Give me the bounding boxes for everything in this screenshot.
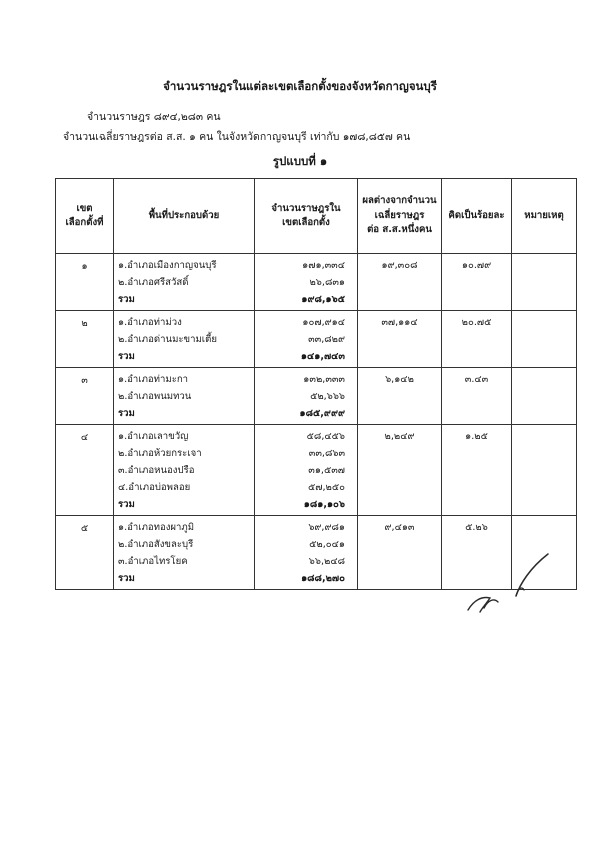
header-district-no [56,179,114,254]
population-value: ๖๖,๒๔๘ [308,556,345,567]
district-number: ๑ [56,254,114,311]
area-item: ๑.อำเภอเลาขวัญ [118,431,189,442]
percent-value: ๒๐.๗๕ [461,317,492,328]
district-table [55,178,577,590]
population-value: ๑๓๒,๓๓๓ [303,374,345,385]
district-number: ๒ [56,311,114,368]
area-total-label: รวม [118,499,135,510]
difference-cell [358,254,442,311]
area-item: ๒.อำเภอศรีสวัสดิ์ [118,277,189,288]
difference-value: ๓๗,๑๑๔ [381,317,418,328]
area-item: ๒.อำเภอพนมทวน [118,391,192,402]
population-value: ๓๓,๘๒๙ [308,334,345,345]
population-total: ๑๙๘,๑๖๕ [301,294,345,305]
area-cell [114,425,255,516]
header-area-label: พื้นที่ประกอบด้วย [148,209,220,221]
area-item: ๒.อำเภอด่านมะขามเตี้ย [118,334,217,345]
difference-cell [358,516,442,590]
district-number: ๓ [56,368,114,425]
header-remarks-label: หมายเหตุ [524,209,564,221]
district-number: ๔ [56,425,114,516]
area-item: ๑.อำเภอท่าม่วง [118,317,182,328]
header-difference [358,179,442,254]
population-value: ๕๒,๖๖๖ [310,391,345,402]
format-subtitle: รูปแบบที่ ๑ [272,154,328,168]
population-total: ๑๔๑,๗๔๓ [300,351,345,362]
percent-cell [442,425,512,516]
area-item: ๒.อำเภอห้วยกระเจา [118,448,202,459]
area-total-label: รวม [118,408,135,419]
table-row [56,368,577,425]
population-value: ๑๗๑,๓๓๔ [302,260,345,271]
population-value: ๕๗,๒๕๐ [308,482,345,493]
area-item: ๑.อำเภอท่ามะกา [118,374,189,385]
header-district-no-line1: เขต [76,202,93,214]
difference-value: ๖,๑๔๒ [385,374,414,385]
area-cell [114,311,255,368]
percent-value: ๓.๔๓ [464,374,489,385]
header-difference-line2: เฉลี่ยราษฎร [374,209,425,221]
population-cell [255,516,358,590]
area-cell [114,516,255,590]
population-value: ๕๒,๐๔๑ [309,539,345,550]
header-district-no-line2: เลือกตั้งที่ [65,217,104,228]
percent-value: ๕.๒๖ [465,522,488,533]
population-value: ๖๙,๙๘๑ [308,522,345,533]
difference-value: ๑๙,๓๐๘ [381,260,418,271]
table-row [56,425,577,516]
header-population-line1: จำนวนราษฎรใน [271,202,341,214]
area-cell [114,368,255,425]
percent-cell [442,368,512,425]
population-total: ๑๘๕,๙๙๙ [299,408,345,419]
difference-value: ๒,๒๔๙ [384,431,415,442]
percent-value: ๑๐.๗๙ [461,260,492,271]
population-value: ๑๐๗,๙๑๔ [302,317,345,328]
header-percent-label: คิดเป็นร้อยละ [448,209,505,221]
area-cell [114,254,255,311]
area-item: ๓.อำเภอหนองปรือ [118,465,195,476]
percent-cell [442,311,512,368]
table-row [56,254,577,311]
population-total: ๑๘๘,๒๗๐ [301,573,345,584]
area-total-label: รวม [118,573,135,584]
difference-cell [358,311,442,368]
remark-cell [512,254,577,311]
area-total-label: รวม [118,351,135,362]
area-total-label: รวม [118,294,135,305]
population-value: ๓๓,๘๖๓ [308,448,345,459]
remark-cell [512,368,577,425]
remark-cell [512,425,577,516]
difference-value: ๙,๔๑๓ [384,522,415,533]
area-item: ๑.อำเภอทองผาภูมิ [118,522,195,533]
header-percent [442,179,512,254]
population-cell [255,425,358,516]
population-cell [255,254,358,311]
population-cell [255,311,358,368]
table-header-row [56,179,577,254]
header-area [114,179,255,254]
header-difference-line1: ผลต่างจากจำนวน [362,195,437,207]
signature-icon [460,548,560,618]
population-cell [255,368,358,425]
percent-value: ๑.๒๕ [465,431,488,442]
difference-cell [358,368,442,425]
population-total: ๑๘๑,๑๐๖ [303,499,345,510]
area-item: ๒.อำเภอสังขละบุรี [118,539,194,550]
header-population-line2: เขตเลือกตั้ง [282,217,330,228]
header-difference-line3: ต่อ ส.ส.หนึ่งคน [367,224,432,236]
difference-cell [358,425,442,516]
header-population [255,179,358,254]
document-title: จำนวนราษฎรในแต่ละเขตเลือกตั้งของจังหวัดกาญจนบุรี [163,79,437,93]
population-value: ๓๑,๕๓๗ [308,465,345,476]
area-item: ๔.อำเภอบ่อพลอย [118,482,191,493]
district-number: ๕ [56,516,114,590]
area-item: ๑.อำเภอเมืองกาญจนบุรี [118,260,217,271]
average-summary: จำนวนเฉลี่ยราษฎรต่อ ส.ส. ๑ คน ในจังหวัดกาญจนบุรี เท่ากับ ๑๗๘,๘๕๗ คน [63,131,411,143]
remark-cell [512,311,577,368]
percent-cell [442,254,512,311]
population-value: ๕๘,๔๕๖ [306,431,345,442]
population-value: ๒๖,๘๓๑ [309,277,345,288]
header-remarks [512,179,577,254]
population-summary: จำนวนราษฎร ๘๙๔,๒๘๓ คน [87,111,221,123]
area-item: ๓.อำเภอไทรโยค [118,556,188,567]
table-row [56,311,577,368]
